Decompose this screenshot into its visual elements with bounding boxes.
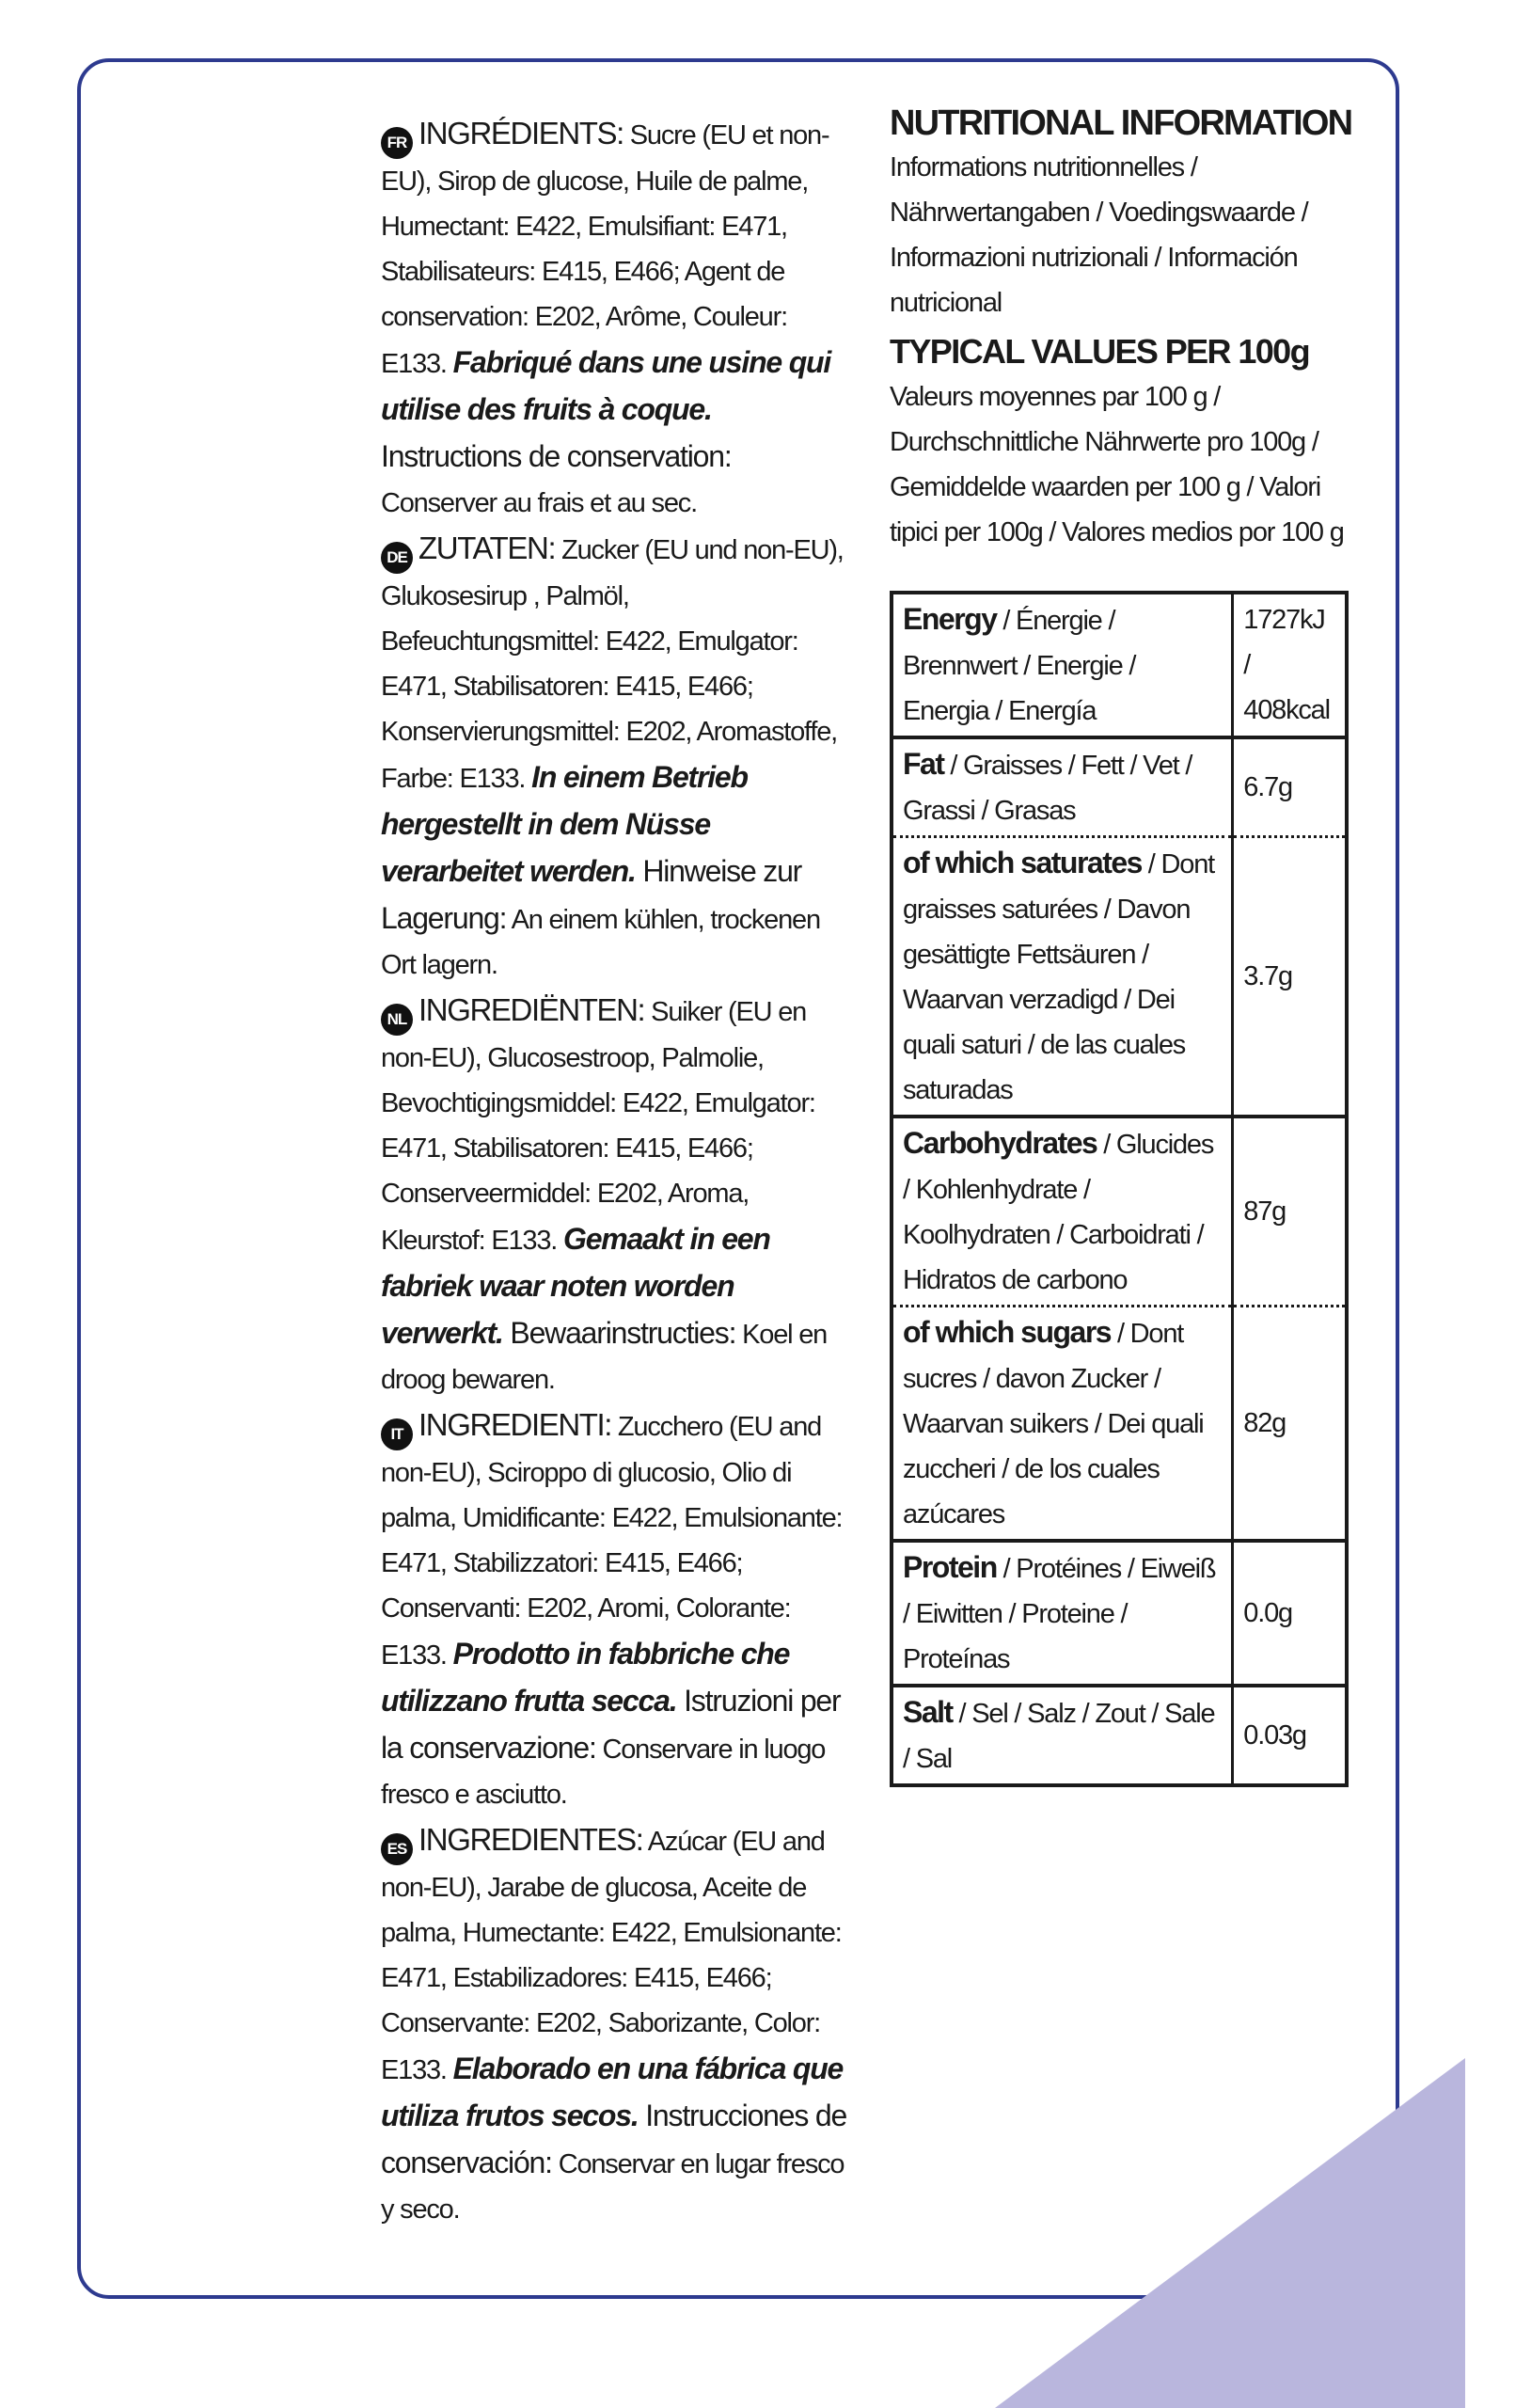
nutrient-name: Salt [903,1695,953,1729]
table-row [892,1541,1347,1686]
nutrient-value: 82g [1233,1307,1347,1542]
nutrient-value: 87g [1233,1117,1347,1307]
typical-values-title: TYPICAL VALUES PER 100g [890,332,1309,371]
ingredients-text: Zucker (EU und non-EU), Glukosesirup , Palmöl, Befeuchtungsmittel: E422, Emulgator: E471, Stabilisatoren: E415, E466; Konservierungsmittel: E202, Aromastoffe, Farbe: E133. [381,535,844,794]
table-row [892,737,1347,837]
storage-text: Conservar en lugar fresco y seco. [381,2149,844,2225]
nutrient-name: Energy [903,602,997,636]
storage-label: Instrucciones de conservación: [381,2099,847,2179]
storage-label: Bewaarinstructies: [502,1316,736,1350]
storage-text: An einem kühlen, trockenen Ort lagern. [381,905,820,980]
nutrient-translations: / Dont graisses saturées / Davon gesättigte Fettsäuren / Waarvan verzadigd / Dei quali saturi / de las cuales saturadas [903,849,1214,1105]
ingredients-column [381,111,851,2232]
nutrient-value: 3.7g [1233,837,1347,1117]
nutrient-translations: / Graisses / Fett / Vet / Grassi / Grasas [903,751,1192,826]
de-flag-icon: DE [381,542,413,574]
ingredients-label: INGREDIËNTEN: [418,992,645,1027]
storage-text: Conservare in luogo fresco e asciutto. [381,1735,826,1810]
ingredients-fr [381,111,851,526]
nutrient-translations: / Dont sucres / davon Zucker / Waarvan suikers / Dei quali zuccheri / de los cuales azúcares [903,1319,1204,1529]
allergen-warning: Elaborado en una fábrica que utiliza frutos secos. [381,2052,844,2132]
nutrient-name: of which sugars [903,1315,1112,1349]
storage-text: Koel en droog bewaren. [381,1320,828,1395]
nutrient-translations: / Énergie / Brennwert / Energie / Energia / Energía [903,606,1136,726]
ingredients-label: ZUTATEN: [418,531,556,565]
storage-label: Hinweise zur Lagerung: [381,854,802,935]
table-row [892,837,1347,1117]
storage-label: Istruzioni per la conservazione: [381,1684,841,1765]
ingredients-text: Suiker (EU en non-EU), Glucosestroop, Palmolie, Bevochtigingsmiddel: E422, Emulgator: E471, Stabilisatoren: E415, E466; Conserveermiddel: E202, Aroma, Kleurstof: E133. [381,997,815,1256]
nutrition-title-translations: Informations nutritionnelles / Nährwertangaben / Voedingswaarde / Informazioni nutrizionali / Información nutricional [890,152,1308,318]
nutrient-value: 1727kJ / 408kcal [1233,593,1347,737]
nutrient-cell [892,593,1233,737]
nutrition-title: NUTRITIONAL INFORMATION [890,103,1352,143]
nutrient-translations: / Sel / Salz / Zout / Sale / Sal [903,1699,1215,1774]
nutrient-value: 6.7g [1233,737,1347,837]
nutrient-cell [892,837,1233,1117]
nutrient-cell [892,1686,1233,1785]
nutrient-cell [892,737,1233,837]
nutrient-translations: / Protéines / Eiweiß / Eiwitten / Proteine / Proteínas [903,1554,1216,1674]
ingredients-text: Sucre (EU et non-EU), Sirop de glucose, Huile de palme, Humectant: E422, Emulsifiant: E471, Stabilisateurs: E415, E466; Agent de conservation: E202, Arôme, Couleur: E133. [381,120,829,379]
nl-flag-icon: NL [381,1004,413,1036]
ingredients-de [381,526,851,988]
it-flag-icon: IT [381,1418,413,1450]
table-row [892,1117,1347,1307]
table-row [892,1686,1347,1785]
nutrient-cell [892,1307,1233,1542]
fr-flag-icon: FR [381,127,413,159]
nutrient-cell [892,1541,1233,1686]
typical-values-translations: Valeurs moyennes par 100 g / Durchschnittliche Nährwerte pro 100g / Gemiddelde waarden per 100 g / Valori tipici per 100g / Valores medios por 100 g [890,382,1344,547]
allergen-warning: Prodotto in fabbriche che utilizzano frutta secca. [381,1637,790,1718]
nutrient-value: 0.03g [1233,1686,1347,1785]
allergen-warning: Gemaakt in een fabriek waar noten worden verwerkt. [381,1222,770,1350]
table-row [892,593,1347,737]
nutrient-translations: / Glucides / Kohlenhydrate / Koolhydraten / Carboidrati / Hidratos de carbono [903,1130,1214,1295]
es-flag-icon: ES [381,1833,413,1865]
nutrient-name: Protein [903,1550,997,1584]
nutrient-name: Carbohydrates [903,1126,1097,1160]
nutrition-header [890,102,1360,555]
table-row [892,1307,1347,1542]
ingredients-label: INGREDIENTES: [418,1822,643,1857]
ingredients-it [381,1402,851,1817]
ingredients-label: INGRÉDIENTS: [418,116,623,150]
allergen-warning: In einem Betrieb hergestellt in dem Nüsse verarbeitet werden. [381,760,748,888]
ingredients-label: INGREDIENTI: [418,1407,612,1442]
ingredients-text: Zucchero (EU and non-EU), Sciroppo di glucosio, Olio di palma, Umidificante: E422, Emulsionante: E471, Stabilizzatori: E415, E466; Conservanti: E202, Aromi, Colorante: E133. [381,1412,843,1671]
nutrient-name: Fat [903,747,944,781]
ingredients-nl [381,988,851,1402]
storage-text: Conserver au frais et au sec. [381,488,697,518]
nutrient-name: of which saturates [903,846,1142,879]
nutrition-table [890,591,1349,1787]
storage-label: Instructions de conservation: [381,439,732,473]
nutrient-value: 0.0g [1233,1541,1347,1686]
ingredients-es [381,1817,851,2232]
nutrient-cell [892,1117,1233,1307]
ingredients-text: Azúcar (EU and non-EU), Jarabe de glucosa, Aceite de palma, Humectante: E422, Emulsionante: E471, Estabilizadores: E415, E466; Conservante: E202, Saborizante, Color: E133. [381,1827,842,2085]
allergen-warning: Fabriqué dans une usine qui utilise des fruits à coque. [381,345,831,426]
